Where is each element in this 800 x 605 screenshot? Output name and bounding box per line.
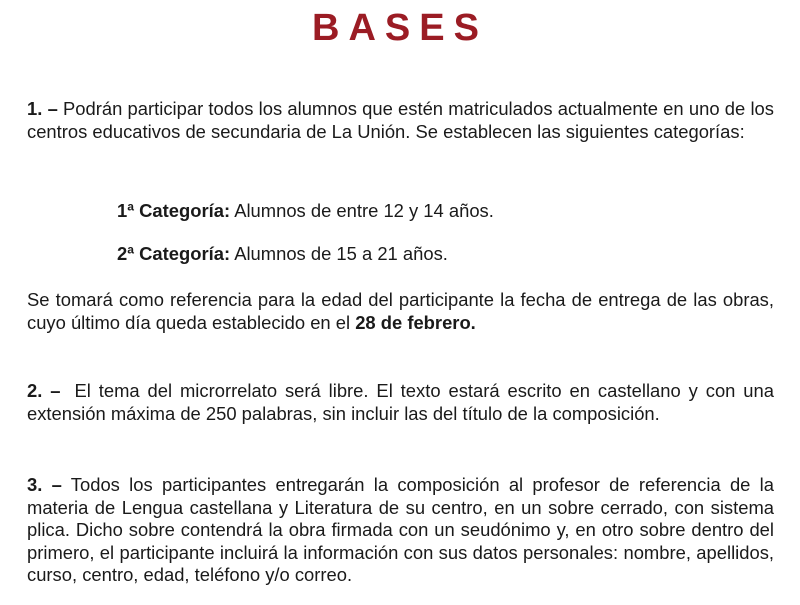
category-2 — [117, 243, 757, 266]
category-1 — [117, 200, 757, 223]
rule-1-paragraph — [27, 98, 774, 143]
category-1-label: 1ª Categoría: — [117, 200, 231, 221]
rule-1-note-paragraph — [27, 289, 774, 334]
rule-1-number: 1. – — [27, 98, 58, 119]
rule-1-text: Podrán participar todos los alumnos que estén matriculados actualmente en uno de los centros educativos de secundaria de La Unión. Se establecen las siguientes categorías: — [27, 98, 774, 142]
rule-2-paragraph — [27, 380, 774, 425]
category-2-label: 2ª Categoría: — [117, 243, 231, 264]
page-title: BASES — [312, 7, 488, 49]
category-1-text: Alumnos de entre 12 y 14 años. — [230, 200, 494, 221]
deadline-date: 28 de febrero. — [355, 311, 476, 333]
rule-3-number: 3. – — [27, 474, 62, 495]
rule-3-text: Todos los participantes entregarán la composición al profesor de referencia de la materia de Lengua castellana y Literatura de su centro, en un sobre cerrado, con sistema plica. Dicho sobre contendrá la obra firmada con un seudónimo y, en otro sobre dentro del primero, el participante incluirá la información con sus datos personales: nombre, apellidos, curso, centro, edad, teléfono y/o correo. — [27, 474, 774, 585]
rule-2-text: El tema del microrrelato será libre. El texto estará escrito en castellano y con una extensión máxima de 250 palabras, sin incluir las del título de la composición. — [27, 380, 774, 424]
rule-1-note-text: Se tomará como referencia para la edad del participante la fecha de entrega de las obras, cuyo último día queda establecido en el — [27, 289, 774, 333]
category-2-text: Alumnos de 15 a 21 años. — [230, 243, 448, 264]
rule-3-paragraph — [27, 474, 774, 587]
rule-2-number: 2. – — [27, 380, 61, 401]
